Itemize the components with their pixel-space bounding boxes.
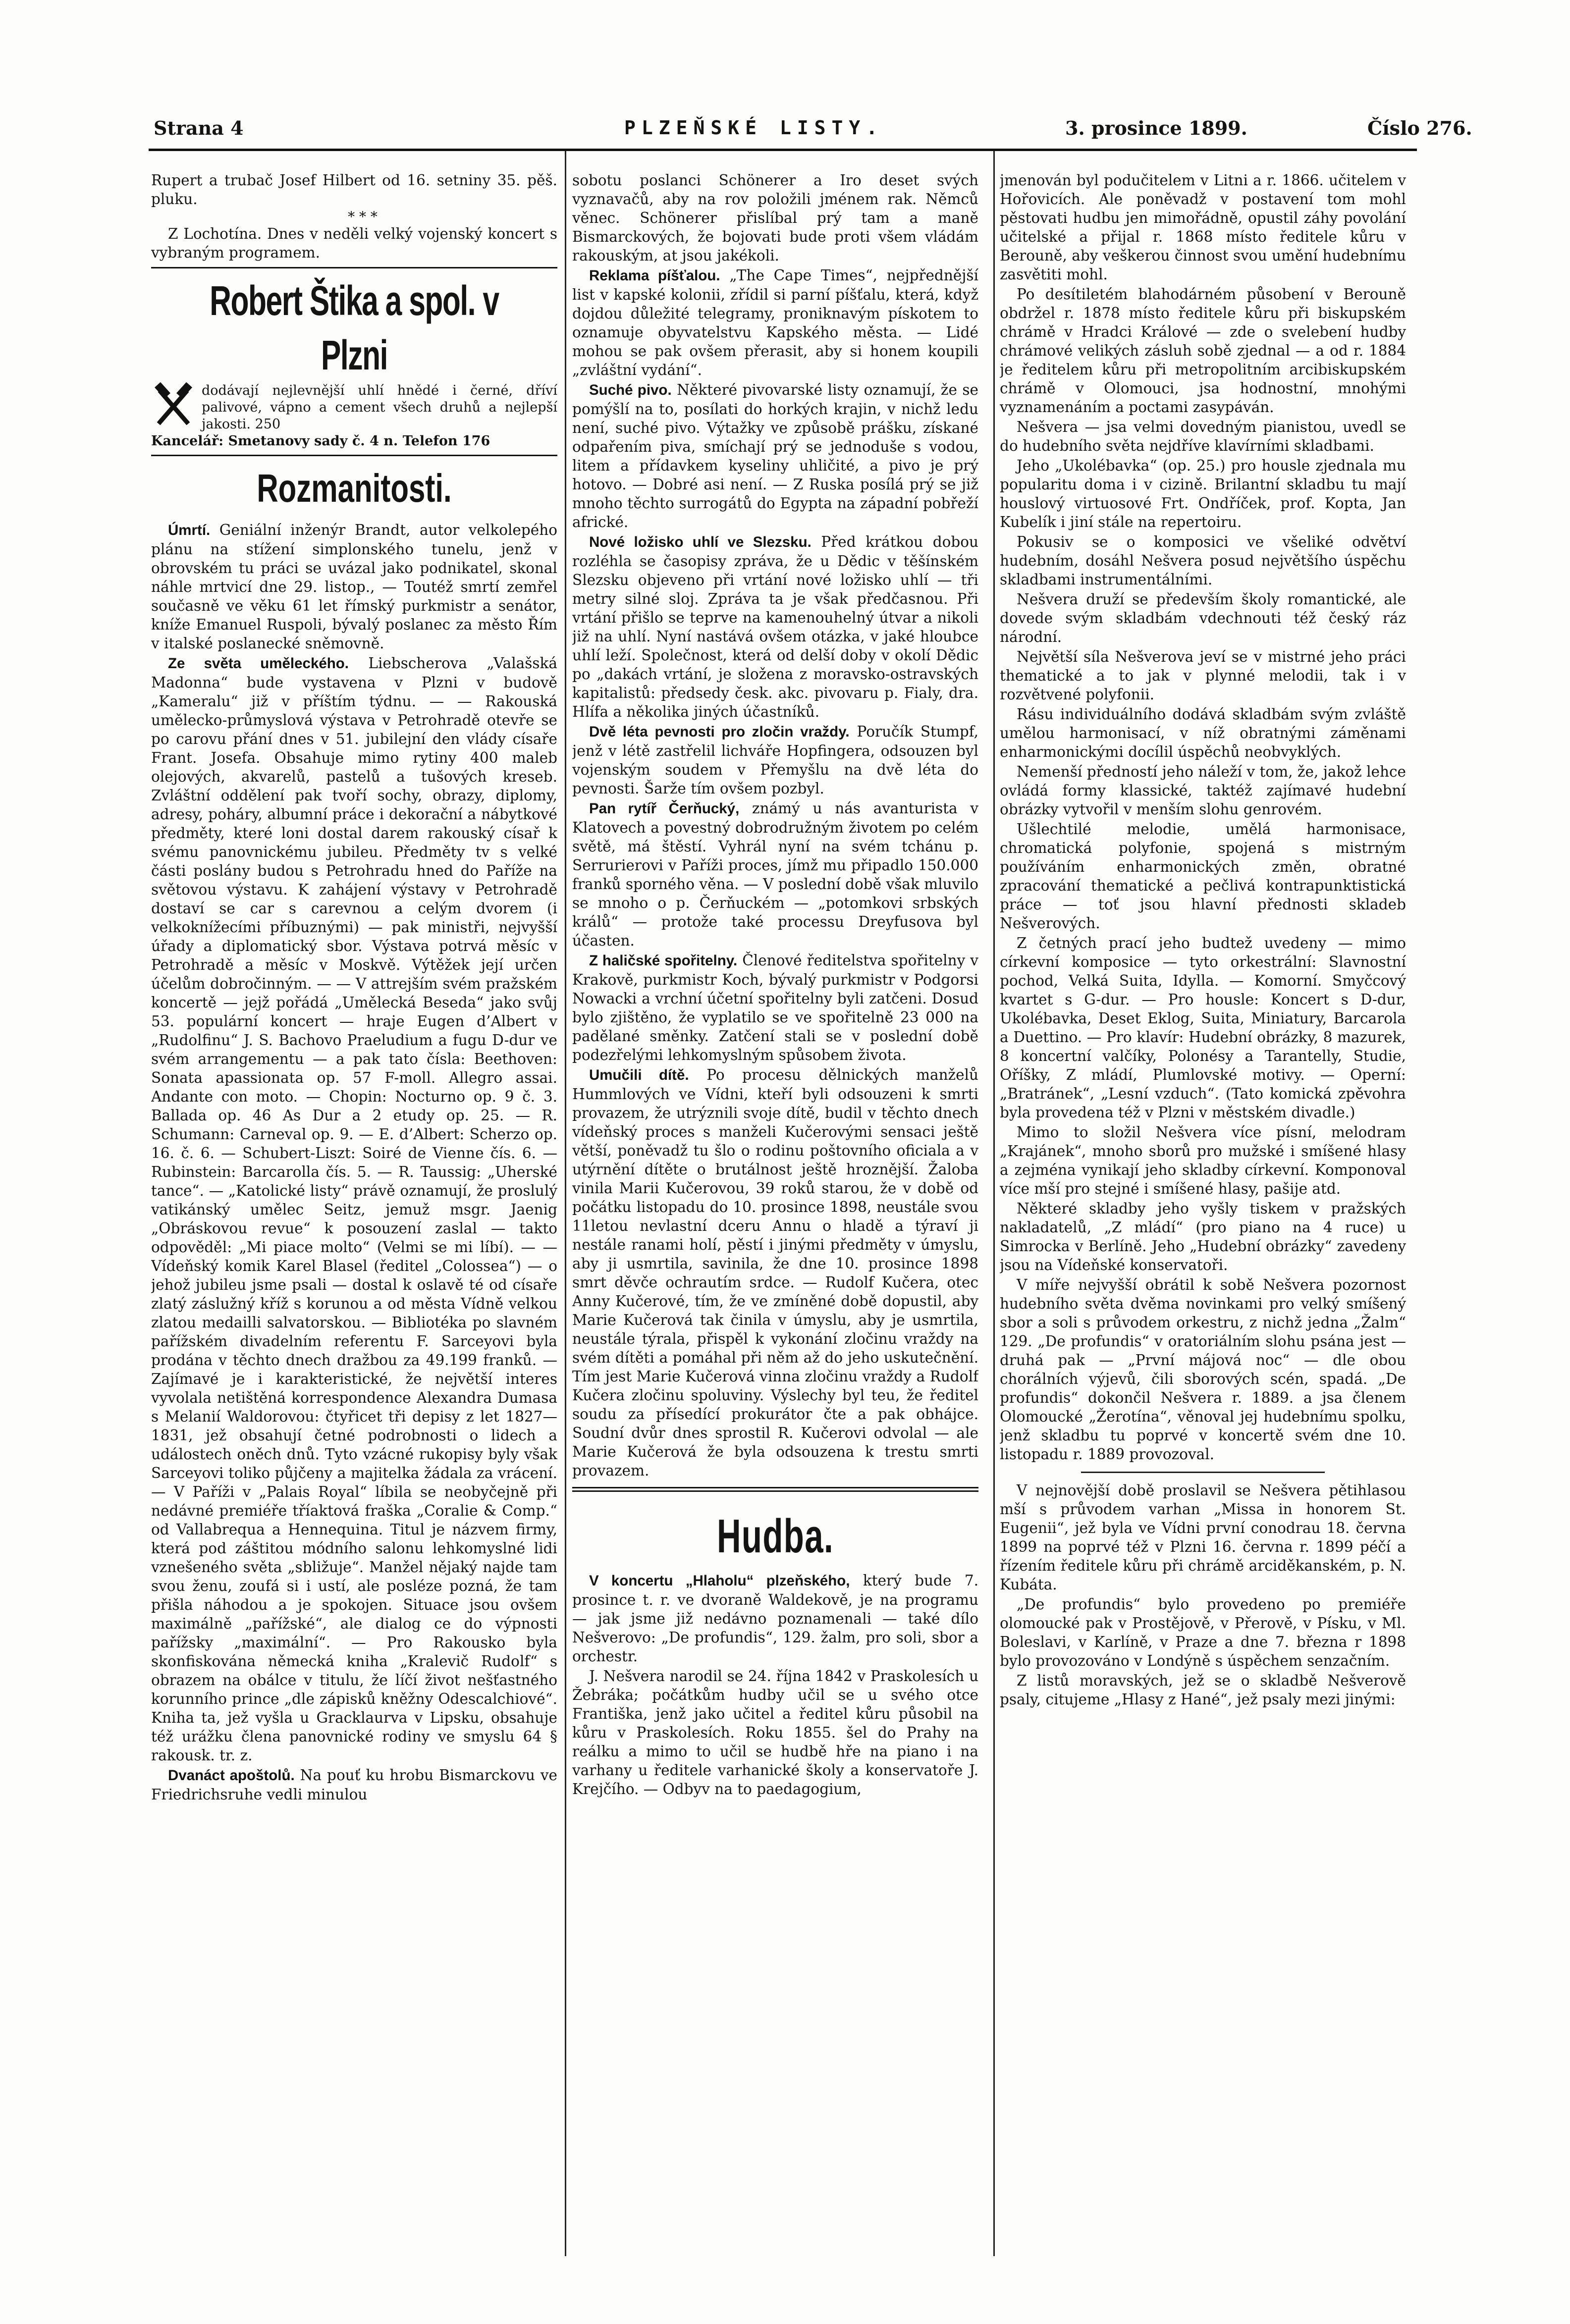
ad-footer: Kancelář: Smetanovy sady č. 4 n. Telefon 176 xyxy=(151,433,490,449)
article-text: Po desítiletém blahodárném působení v Berouně obdržel r. 1878 místo ředitele kůru při biskupském chrámě v Hradci Králové — zde o svelebení hudby chrámové velikých zásluh sobě zjednal — a od r. 1884 je ředitelem kůru při metropolitním arcibiskupském chrámě v Olomouci, jsa hodnostní, mnohými vyznamenáním a poctami zasypáván. xyxy=(1000,286,1406,416)
article-body: Po procesu dělnických manželů Hummlových ve Vídni, kteří byli odsouzeni k smrti provazem, že utrýznili svoje dítě, budil v těchto dnech vídeňský proces s manželi Kučerovými sensaci ještě větší, poněvadž tu šlo o rodinu poštovního oficiala a v utýrnění dítěte o brutálnost ještě hroznější. Žaloba vinila Marii Kučerovou, 39 roků starou, že v době od počátku listopadu do 10. prosince 1898, neustále svou 11letou nevlastní dceru Annu o hladě a týraví ji nestále ranami holí, pěstí i jinými předměty v úmyslu, aby ji usmrtila, savinila, že dne 10. prosince 1898 smrt děvče ochrautím srdce. — Rudolf Kučera, otec Anny Kučerové, tím, že ve zmíněné době dopustil, aby Marie Kučerová tak činila v úmyslu, aby je usmrtila, neustále týrala, přispěl k vykonání zločinu vraždy na svém dítěti a pomáhal při něm až do jeho uskutečnění. Tím jest Marie Kučerová vinna zločinu vraždy a Rudolf Kučera zločinu spoluviny. Výslechy byl teu, že ředitel soudu za přísedící prokurátor čte a pak obhájce. Soudní dvůr dnes sprostil R. Kučerovi odvolal — ale Marie Kučerová že byla odsouzena k trestu smrti provazem. xyxy=(572,1066,978,1479)
article-body: Na pouť ku hrobu Bismarckovu ve Friedrichsruhe vedli minulou xyxy=(151,1767,557,1803)
article-text xyxy=(151,1766,557,1804)
article-body: „The Cape Times“, nejpřednější list v kapské kolonii, zřídil si parní píšťalu, která, když dojdou důležité telegramy, proniknavým pískotem to oznamuje obyvatelstvu Kapského města. — Lidé mohou se pak ovšem přerasit, aby si honem koupili „zvláštní vydání“. xyxy=(572,267,978,378)
article-text: Mimo to složil Nešvera více písní, melodram „Krajánek“, mnoho sborů pro mužské i smíšené hlasy a zejména vynikají jeho skladby církevní. Komponoval více mší pro stejné i smíšené hlasy, pašije atd. xyxy=(1000,1124,1406,1197)
issue-date: 3. prosince 1899. xyxy=(1065,117,1247,139)
article-text: Některé skladby jeho vyšly tiskem v pražských nakladatelů, „Z mládí“ (pro piano na 4 ruce) u Simrocka v Berlíně. Jeho „Hudební obrázky“ zavedeny jsou na Vídeňské konservatoři. xyxy=(1000,1200,1406,1273)
column-3 xyxy=(1000,171,1406,2301)
article-text: J. Nešvera narodil se 24. října 1842 v Praskolesích u Žebráka; počátkům hudby učil se u svého otce Františka, jenž jako učitel a ředitel kůru působil na kůru v Praskolesích. Roku 1855. šel do Prahy na reálku a mimo to učil se hudbě hře na piano i na varhany u ředitele varhanické školy a konservatoře J. Krejčího. — Odbyv na to paedagogium, xyxy=(572,1668,978,1797)
column-divider xyxy=(565,151,566,2256)
section-title: Rozmanitosti. xyxy=(257,466,452,510)
article-text xyxy=(572,266,978,379)
column-1 xyxy=(151,171,557,2301)
article-body: Před krátkou dobou rozléhla se časopisy zpráva, že u Dědic v těšínském Slezsku objeveno při vrtání nové ložisko uhlí — tři metry silné sloj. Zpráva ta je však předčasnou. Při vrtání přišlo se teprve na kamenouhelný útvar a nikoli již na uhlí. Nyní nastává ovšem otázka, v jaké hloubce uhlí leží. Společnost, která od delší doby v okolí Dědic po „dakách vrtání, je složena z moravsko-ostravských kapitalistů: předsedy česk. akc. pivovaru p. Fialy, dra. Hlífa a několika jiných účastníků. xyxy=(572,533,978,720)
article-text: Rupert a trubač Josef Hilbert od 16. setniny 35. pěš. pluku. xyxy=(151,172,557,208)
separator-stars: * * * xyxy=(348,209,378,225)
article-text xyxy=(572,380,978,531)
section-title: Hudba. xyxy=(716,1510,834,1563)
article-text: V míře nejvyšší obrátil k sobě Nešvera pozornost hudebního světa dvěma novinkami pro velký smíšený sbor a soli s průvodem orkestru, z nichž jedna „Žalm“ 129. „De profundis“ v oratoriálním slohu psána jest — druhá pak — „První májová noc“ — dle obou chorálních výjevů, čili sborových scén, spadá. „De profundis“ dokončil Nešvera r. 1889. a jsa členem Olomoucké „Žerotína“, věnoval jej hudebnímu spolku, jenž skladbu tu poprvé v koncertě svém dne 10. listopadu r. 1889 provozoval. xyxy=(1000,1276,1406,1463)
article-body: Geniální inženýr Brandt, autor velkolepého plánu na stížení simplonského tunelu, jenž v obrovském tu práci se uvázal jako podnikatel, skonal náhle mrtvicí dne 29. listop., — Toutéž smrtí zemřel současně ve věku 61 let římský purkmistr a senátor, kníže Emanuel Ruspoli, bývalý poslanec za město Řím v italské poslanecké sněmovně. xyxy=(151,522,557,652)
article-text xyxy=(572,532,978,721)
article-text xyxy=(572,722,978,798)
article-topic: Dvanáct apoštolů. xyxy=(168,1767,295,1784)
column-divider xyxy=(993,151,995,2256)
article-topic: Dvě léta pevnosti pro zločin vraždy. xyxy=(589,724,850,740)
header-rule xyxy=(149,149,1417,151)
column-2 xyxy=(572,171,978,2301)
section-rule xyxy=(572,1487,978,1492)
article-topic: Nové ložisko uhlí ve Slezsku. xyxy=(589,534,812,550)
article-text xyxy=(572,799,978,950)
article-topic: Suché pivo. xyxy=(589,382,672,398)
article-text: V nejnovější době proslavil se Nešvera pětihlasou mší s průvodem varhan „Missa in honorem St. Eugenii“, jež byla ve Vídni první conodrau 18. června 1899 na poprvé též v Plzni 16. června r. 1899 péčí a řízením ředitele kůru při chrámě arciděkanském, p. N. Kubáta. xyxy=(1000,1482,1406,1593)
ad-title: Robert Štika a spol. v Plzni xyxy=(210,277,499,378)
article-text xyxy=(572,1065,978,1480)
article-text: Největší síla Nešverova jeví se v mistrné jeho práci thematické a to jak v plynné melodii, tak i v rozvětvené polyfonii. xyxy=(1000,648,1406,703)
issue-number: Číslo 276. xyxy=(1367,117,1472,139)
article-text: Z listů moravských, jež se o skladbě Nešverově psaly, citujeme „Hlasy z Hané“, jež psaly mezi jinými: xyxy=(1000,1672,1406,1708)
article-text: sobotu poslanci Schönerer a Iro deset svých vyznavačů, aby na rov položili jménem rak. Němců věnec. Schönerer přislíbal prý tam a maně Bismarckových, že bojovati bude proti všem vládám rakouským, at jsou jakékoli. xyxy=(572,172,978,264)
article-text: Nešvera — jsa velmi dovedným pianistou, uvedl se do hudebního světa nejdříve klavírními skladbami. xyxy=(1000,419,1406,454)
advertisement xyxy=(151,267,557,456)
article-body: Členové ředitelstva spořitelny v Krakově, purkmistr Koch, bývalý purkmistr v Podgorsi Nowacki a vrchní účetní spořitelny byli zatčeni. Dosud bylo zjištěno, že vyplatilo se ve spořitelně 23 000 na padělané směnky. Zatčení stali se v poslední době podezřelými lehkomyslným spůsobem života. xyxy=(572,952,978,1063)
article-body: který bude 7. prosince t. r. ve dvoraně Waldekově, je na programu — jak jsme již nedávno poznamenali — také dílo Nešverovo: „De profundis“, 129. žalm, pro soli, sbor a orchestr. xyxy=(572,1572,978,1665)
article-text: Jeho „Ukolébavka“ (op. 25.) pro housle zjednala mu popularitu doma i v cizině. Brilantní skladbu tu mají houslový virtuosové Frt. Ondříček, prof. Kopta, Jan Kubelík i jiní stále na repertoiru. xyxy=(1000,457,1406,530)
article-topic: Reklama píšťalou. xyxy=(589,267,720,284)
article-body: Liebscherova „Valašská Madonna“ bude vystavena v Plzni v budově „Kameralu“ již v příštím týdnu. — — Rakouská umělecko-průmyslová výstava v Petrohradě otevře se po carovu přání dnes v 51. jubilejní den vlády císaře Frant. Josefa. Obsahuje mimo rytiny 400 maleb olejových, akvarelů, pastelů a tušových kreseb. Zvláštní oddělení pak tvoří sochy, obrazy, diplomy, adresy, poháry, albumní práce i dekorační a nábytkové předměty, které loni dostal darem rakouský císař k svému panovnickému jubileu. Předměty tv s velké části poslány budou s Petrohradu hned do Paříže na světovou výstavu. K zahájení výstavy v Petrohradě dostaví se car s carevnou a celým dvorem (i velkoknížecími příbuznými) — pak ministři, nejvyšší úřady a diplomatický sbor. Výstava potrvá měsíc v Petrohradě a měsíc v Moskvě. Výtěžek její určen účelům dobročinným. — — V attrejším svém pražském koncertě — jejž pořádá „Umělecká Beseda“ jako svůj 53. populární koncert — hraje Eugen d’Albert v „Rudolfinu“ J. S. Bachovo Praeludium a fugu D-dur ve svém arrangementu — a pak tato čísla: Beethoven: Sonata apassionata op. 57 F-moll. Allegro assai. Andante con moto. — Chopin: Nocturno op. 9 č. 3. Ballada op. 46 As Dur a 2 etudy op. 25. — R. Schumann: Carneval op. 9. — E. d’Albert: Scherzo op. 16. č. 6. — Schubert-Liszt: Soiré de Vienne čís. 6. — Rubinstein: Barcarolla čís. 5. — R. Taussig: „Uherské tance“. — „Katolické listy“ právě oznamují, že proslulý vatikánský umělec Seitz, jemuž msgr. Jaenig „Obráskovou revue“ k posouzení zaslal — takto odpověděl: „Mi piace molto“ (Velmi se mi líbí). — — Vídeňský komik Karel Blasel (ředitel „Colossea“) — o jehož jubileu jsme psali — dostal k oslavě té od císaře zlatý záslužný kříž s korunou a od města Vídně velkou zlatou medailli salvatorskou. — Bibliotéka po slavném pařížském divadelním referentu F. Sarceyovi byla prodána v těchto dnech dražbou za 49.199 franků. — Zajímavé je i karakteristické, že největší interes vyvolala netištěná korrespondence Alexandra Dumasa s Melanií Waldorovou: čtyřicet tři depisy z let 1827—1831, jež obsahují četné podrobnosti o lidech a událostech oněch dnů. Tyto vzácné rukopisy byly však Sarceyovi toliko půjčeny a majitelka žádala za vrácení. — V Paříži v „Palais Royal“ líbila se neobyčejně při nedávné premiéře tříaktová fraška „Coralie & Comp.“ od Vallabrequa a Hennequina. Titul je názvem firmy, která pod záštitou módního salonu lehkomyslné lidi vznešeného světa „sbližuje“. Manžel nějaký najde tam svou ženu, zoufá si i ustí, ale posléze pozná, že tam přišla náhodou a je spokojen. Situace jsou ovšem maximálně „pařížské“, ale dialog ce do výpnosti pařížsky „maximální“. — Pro Rakousko byla skonfiskována německá kniha „Kralevič Rudolf“ s obrazem na obálce v titulu, že líčí život nešťastného korunního prince „dle zápisků kněžny Odescalchiové“. Kniha ta, jež vyšla u Gracklaurva v Lipsku, obsahuje též urážku člena panovnické rodiny ve smyslu 64 § rakousk. tr. z. xyxy=(151,655,557,1764)
article-text: „De profundis“ bylo provedeno po premiéře olomoucké pak v Prostějově, v Přerově, v Písku, v Ml. Boleslavi, v Karlíně, v Praze a dne 7. března r 1898 bylo provozováno v Londýně s úspěchem senzačním. xyxy=(1000,1596,1406,1669)
article-topic: Ze světa uměleckého. xyxy=(168,655,349,672)
article-text: Ušlechtilé melodie, umělá harmonisace, chromatická polyfonie, spojená s mistrným používáním enharmonických změn, obratné zpracování thematické a pečlivá kontrapunktistická práce — toť jsou hlavní přednosti skladeb Nešverových. xyxy=(1000,821,1406,932)
article-topic: Pan rytíř Čerňucký, xyxy=(589,800,740,817)
article-text: jmenován byl podučitelem v Litni a r. 1866. učitelem v Hořovicích. Ale poněvadž v postavení tom mohl pěstovati hudbu jen mimořádně, opustil záhy povolání učitelské a přijal r. 1868 místo ředitele kůru v Berouně, aby veškerou činnost svou umění hudebnímu zasvětiti mohl. xyxy=(1000,172,1406,283)
article-text xyxy=(151,521,557,653)
article-topic: Úmrtí. xyxy=(168,522,211,538)
page-number: Strana 4 xyxy=(154,117,244,139)
article-text xyxy=(572,951,978,1064)
article-text: Z Lochotína. Dnes v neděli velký vojenský koncert s vybraným programem. xyxy=(151,225,557,261)
article-topic: Umučili dítě. xyxy=(589,1067,689,1083)
article-body: Poručík Stumpf, jenž v létě zastřelil lichváře Hopfingera, odsouzen byl vojenským soudem v Přemyšlu na dvě léta do pevnosti. Šarže tím ovšem pozbyl. xyxy=(572,723,978,797)
article-topic: Z haličské spořitelny. xyxy=(589,952,738,969)
masthead: PLZEŇSKÉ LISTY. xyxy=(624,117,884,139)
page-header xyxy=(154,117,1472,147)
article-text: Nešvera druží se především školy romantické, ale dovede svým skladbám vdechnouti též český ráz národní. xyxy=(1000,591,1406,645)
ad-text: dodávají nejlevnější uhlí hnědé i černé, dříví palivové, vápno a cement všech druhů a nejlepší jakosti. 250 xyxy=(202,383,557,432)
article-body: Některé pivovarské listy oznamují, že se pomýšlí na to, posílati do horkých krajin, v nichž ledu není, suché pivo. Výtažky ve způsobě prášku, získané odpařením piva, smíchají prý se jednoduše s vodou, litem a přídavkem kyseliny uhličité, a pivo je prý hotovo. — Dobré asi není. — Z Ruska posílá prý se již mnoho těchto surrogátů do Egypta na západní pobřeží africké. xyxy=(572,381,978,530)
article-text: Z četných prací jeho budtež uvedeny — mimo církevní komposice — tyto orkestrální: Slavnostní pochod, Velká Suita, Idylla. — Komorní. Smyčcový kvartet s G-dur. — Pro housle: Koncert s D-dur, Ukolébavka, Deset Eklog, Suita, Miniatury, Barcarola a Duettino. — Pro klavír: Hudební obrázky, 8 mazurek, 8 koncertní valčíky, Polonésy a Tarantelly, Studie, Oříšky, Z mládí, Plumlovské motivy. — Operní: „Bratránek“, „Lesní vzduch“. (Tato komická zpěvohra byla provedena též v Plzni v městském divadle.) xyxy=(1000,935,1406,1121)
article-text: Nemenší předností jeho náleží v tom, že, jakož lehce ovládá formy klassické, taktéž zajímavé hudební obrázky vytvořil v menším slohu genrovém. xyxy=(1000,763,1406,818)
article-text xyxy=(151,654,557,1765)
article-text xyxy=(572,1571,978,1666)
article-text: Pokusiv se o komposici ve všeliké odvětví hudebním, dosáhl Nešvera posud největšího úspěchu skladbami instrumentálními. xyxy=(1000,533,1406,588)
crossed-hammers-icon xyxy=(151,382,196,427)
article-topic: V koncertu „Hlaholu“ plzeňského, xyxy=(589,1573,850,1589)
article-text: Rásu individuálního dodává skladbám svým zvláště umělou harmonisací, v níž obratnými záměnami enharmonickými docílil úspěchů neobvyklých. xyxy=(1000,706,1406,760)
separator-rule xyxy=(1081,1472,1325,1473)
article-body: známý u nás avanturista v Klatovech a povestný dobrodružným životem po celém světě, má štěstí. Vyhrál nyní na svém tchánu p. Serrurierovi v Paříži proces, jímž mu připadlo 150.000 franků sporného věna. — V poslední době však mluvilo se mnoho o p. Čerňuckém — „potomkovi srbských králů“ — protože také processu Dreyfusova byl účasten. xyxy=(572,800,978,949)
